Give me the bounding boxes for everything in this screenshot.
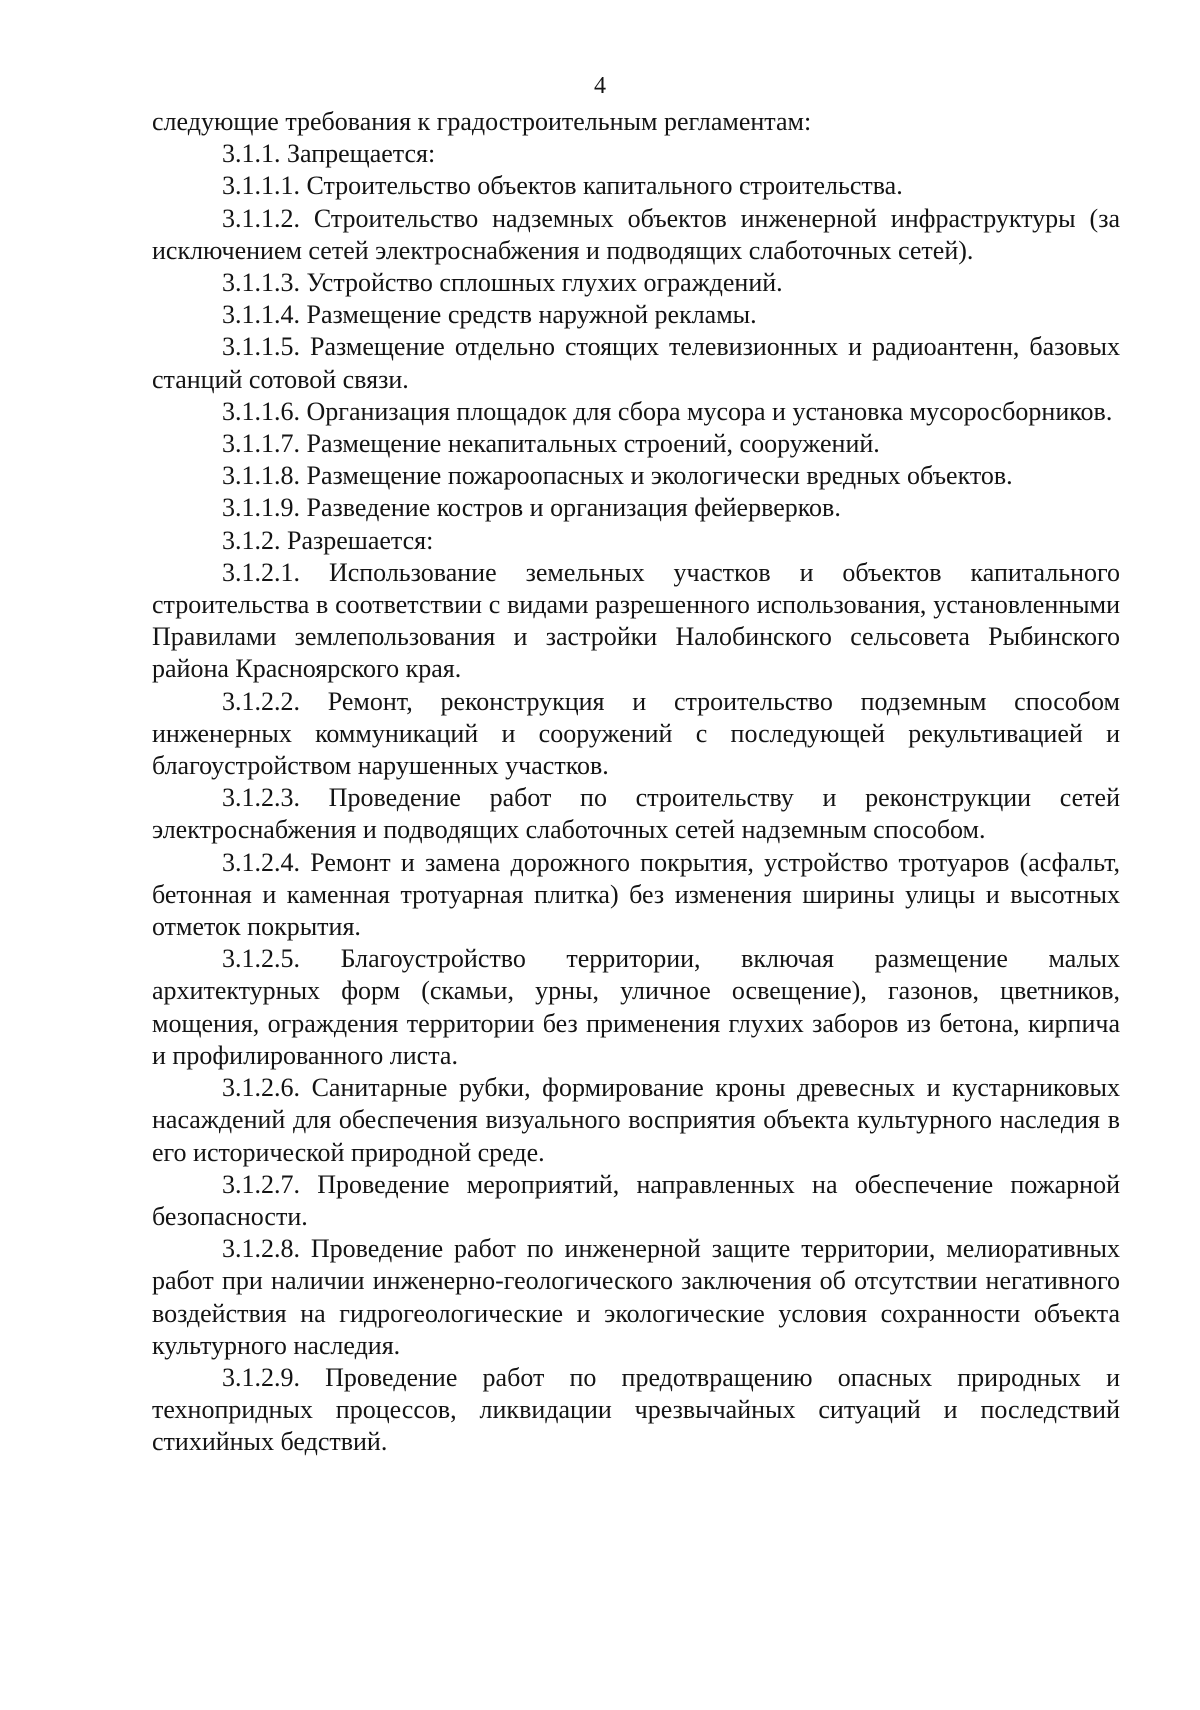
clause-3-1-1-2: 3.1.1.2. Строительство надземных объектов инженерной инфраструктуры (за исключением сетей электроснабжения и подводящих слаботочных сетей). [152, 203, 1120, 265]
clause-3-1-1-1: 3.1.1.1. Строительство объектов капитального строительства. [222, 171, 903, 201]
document-body [152, 106, 1120, 1459]
clause-3-1-1-7: 3.1.1.7. Размещение некапитальных строений, сооружений. [222, 429, 880, 459]
clause-3-1-1-6: 3.1.1.6. Организация площадок для сбора мусора и установка мусоросборников. [222, 396, 1113, 426]
page-number: 4 [594, 73, 606, 99]
clause-3-1-1-3: 3.1.1.3. Устройство сплошных глухих ограждений. [222, 268, 783, 298]
clause-3-1-2-7: 3.1.2.7. Проведение мероприятий, направленных на обеспечение пожарной безопасности. [152, 1169, 1120, 1231]
clause-3-1-2-2: 3.1.2.2. Ремонт, реконструкция и строительство подземным способом инженерных коммуникаций и сооружений с последующей рекультивацией и благоустройством нарушенных участков. [152, 686, 1120, 781]
clause-3-1-2-8: 3.1.2.8. Проведение работ по инженерной защите территории, мелиоративных работ при наличии инженерно-геологического заключения об отсутствии негативного воздействия на гидрогеологические и экологические условия сохранности объекта культурного наследия. [152, 1234, 1120, 1360]
clause-3-1-1: 3.1.1. Запрещается: [222, 139, 436, 169]
clause-3-1-2-5: 3.1.2.5. Благоустройство территории, включая размещение малых архитектурных форм (скамьи, урны, уличное освещение), газонов, цветников, мощения, ограждения территории без применения глухих заборов из бетона, кирпича и профилированного листа. [152, 944, 1120, 1070]
clause-3-1-1-5: 3.1.1.5. Размещение отдельно стоящих телевизионных и радиоантенн, базовых станций сотовой связи. [152, 332, 1120, 394]
clause-3-1-2-4: 3.1.2.4. Ремонт и замена дорожного покрытия, устройство тротуаров (асфальт, бетонная и каменная тротуарная плитка) без изменения ширины улицы и высотных отметок покрытия. [152, 847, 1120, 942]
intro-paragraph: следующие требования к градостроительным регламентам: [152, 107, 812, 136]
clause-3-1-2-9: 3.1.2.9. Проведение работ по предотвращению опасных природных и технопридных процессов, ликвидации чрезвычайных ситуаций и последствий стихийных бедствий. [152, 1362, 1120, 1457]
clause-3-1-1-9: 3.1.1.9. Разведение костров и организация фейерверков. [222, 493, 841, 523]
clause-3-1-2-6: 3.1.2.6. Санитарные рубки, формирование кроны древесных и кустарниковых насаждений для обеспечения визуального восприятия объекта культурного наследия в его исторической природной среде. [152, 1073, 1120, 1167]
clause-3-1-2-3: 3.1.2.3. Проведение работ по строительству и реконструкции сетей электроснабжения и подводящих слаботочных сетей надземным способом. [152, 783, 1120, 845]
clause-3-1-1-4: 3.1.1.4. Размещение средств наружной рекламы. [222, 300, 757, 330]
clause-3-1-2: 3.1.2. Разрешается: [222, 525, 434, 555]
clause-3-1-2-1: 3.1.2.1. Использование земельных участков и объектов капитального строительства в соответствии с видами разрешенного использования, установленными Правилами землепользования и застройки Налобинского сельсовета Рыбинского района Красноярского края. [152, 557, 1120, 684]
clause-3-1-1-8: 3.1.1.8. Размещение пожароопасных и экологически вредных объектов. [222, 461, 1013, 491]
